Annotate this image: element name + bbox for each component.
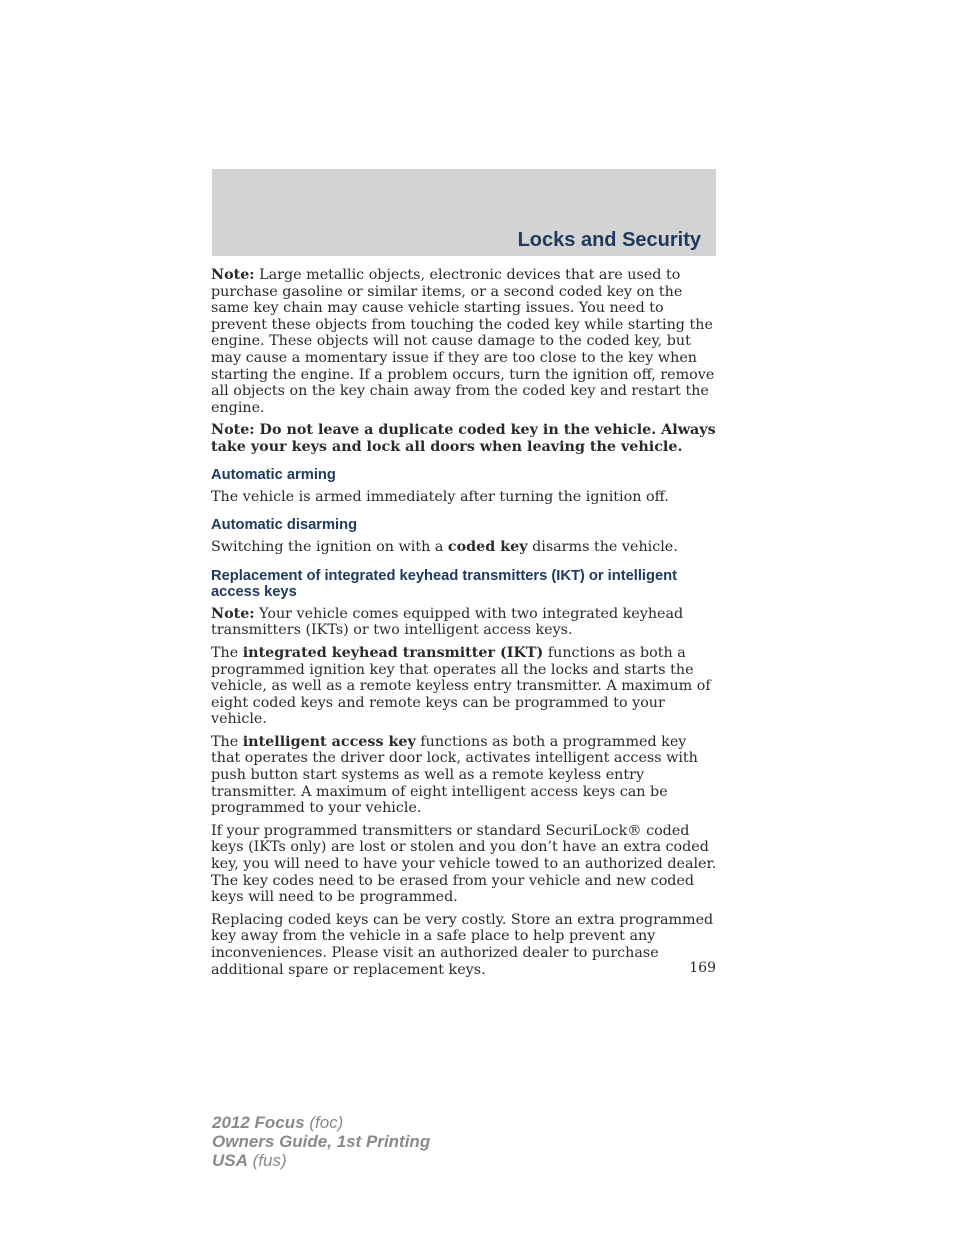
footer-line-2 [212, 1132, 430, 1151]
footer-model-code: (foc) [304, 1113, 344, 1132]
note-label: Note: [211, 605, 255, 622]
footer-line-3 [212, 1151, 430, 1170]
iak-paragraph [211, 734, 719, 817]
lost-keys-paragraph: If your programmed transmitters or standard SecuriLock® coded keys (IKTs only) are lost or stolen and you don’t have an extra coded key, you will need to have your vehicle towed to an authorized dealer. The key codes need to be erased from your vehicle and new coded keys will need to be programmed. [211, 822, 717, 906]
coded-key-term: coded key [447, 539, 528, 556]
heading-replacement: Replacement of integrated keyhead transmitters (IKT) or intelligent access keys [211, 567, 678, 600]
footer-market: USA [212, 1151, 248, 1170]
disarming-pre: Switching the ignition on with a [211, 539, 448, 556]
footer-edition: Owners Guide, 1st Printing [212, 1132, 431, 1151]
ikt-term: integrated keyhead transmitter (IKT) [242, 644, 544, 661]
section-title: Locks and Security [517, 229, 701, 251]
replacement-note [211, 606, 719, 639]
section-header-band [212, 169, 716, 256]
arming-text: The vehicle is armed immediately after turning the ignition off. [211, 488, 669, 505]
disarming-text [211, 539, 719, 556]
footer [212, 1113, 430, 1170]
note-paragraph [211, 267, 719, 416]
heading-automatic-arming: Automatic arming [211, 466, 336, 483]
footer-model: 2012 Focus [212, 1113, 305, 1132]
replacement-note-text: Your vehicle comes equipped with two integrated keyhead transmitters (IKTs) or two intelligent access keys. [211, 605, 684, 639]
note-text: Large metallic objects, electronic devices that are used to purchase gasoline or similar items, or a second coded key on the same key chain may cause vehicle starting issues. You need to prevent these objects from touching the coded key while starting the engine. These objects will not cause damage to the coded key, but may cause a momentary issue if they are too close to the key when starting the engine. If a problem occurs, turn the ignition off, remove all objects on the key chain away from the coded key and restart the engine. [211, 267, 715, 416]
footer-market-code: (fus) [247, 1151, 287, 1170]
heading-automatic-disarming: Automatic disarming [211, 517, 358, 534]
costly-paragraph: Replacing coded keys can be very costly. Store an extra programmed key away from the vehicle in a safe place to help prevent any inconveniences. Please visit an authorized dealer to purchase additional spare or replacement keys. [211, 911, 714, 978]
ikt-pre: The [211, 644, 243, 661]
iak-post: functions as both a programmed key that operates the driver door lock, activates intelligent access with push button start systems as well as a remote keyless entry transmitter. A maximum of eight intelligent access keys can be programmed to your vehicle. [211, 733, 698, 817]
disarming-post: disarms the vehicle. [527, 539, 678, 556]
ikt-post: functions as both a programmed ignition key that operates all the locks and starts the vehicle, as well as a remote keyless entry transmitter. A maximum of eight coded keys and remote keys can be programmed to your vehicle. [211, 644, 711, 728]
note-label: Note: [211, 267, 255, 283]
iak-term: intelligent access key [242, 733, 416, 750]
iak-pre: The [211, 733, 243, 750]
footer-line-1 [212, 1113, 430, 1132]
ikt-paragraph [211, 645, 719, 728]
page-number: 169 [689, 960, 716, 976]
page-body [211, 267, 719, 984]
warning-note: Note: Do not leave a duplicate coded key in the vehicle. Always take your keys and lock all doors when leaving the vehicle. [211, 422, 716, 455]
